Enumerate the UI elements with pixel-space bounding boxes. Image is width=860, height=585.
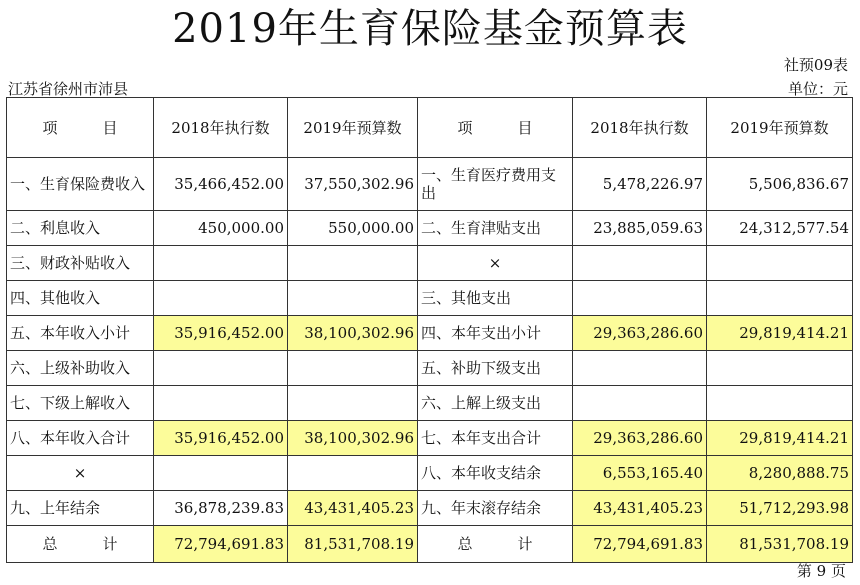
cell-value: 29,819,414.21	[707, 421, 853, 456]
row-label-left: 四、其他收入	[7, 281, 154, 316]
header-left-item: 项 目	[7, 98, 154, 158]
cell-value: 72,794,691.83	[154, 526, 288, 563]
table-row	[7, 281, 853, 316]
row-label-left: 七、下级上解收入	[7, 386, 154, 421]
cell-value	[154, 386, 288, 421]
cell-value	[154, 281, 288, 316]
cell-value: 35,916,452.00	[154, 421, 288, 456]
row-label-left: 总 计	[7, 526, 154, 563]
row-label-left: 六、上级补助收入	[7, 351, 154, 386]
cell-value: 38,100,302.96	[288, 421, 418, 456]
cell-value: 43,431,405.23	[288, 491, 418, 526]
row-label-left: 九、上年结余	[7, 491, 154, 526]
row-label-right: 二、生育津贴支出	[418, 211, 573, 246]
budget-table	[6, 97, 853, 563]
cell-value	[154, 246, 288, 281]
row-label-left: 五、本年收入小计	[7, 316, 154, 351]
header-left-2018: 2018年执行数	[154, 98, 288, 158]
row-label-right: 八、本年收支结余	[418, 456, 573, 491]
cell-value: 5,506,836.67	[707, 158, 853, 211]
cell-value: 8,280,888.75	[707, 456, 853, 491]
cell-value: 51,712,293.98	[707, 491, 853, 526]
cell-value	[707, 386, 853, 421]
table-row	[7, 456, 853, 491]
form-code: 社预09表	[783, 56, 848, 74]
row-label-left: 二、利息收入	[7, 211, 154, 246]
table-row	[7, 211, 853, 246]
cell-value: 35,916,452.00	[154, 316, 288, 351]
table-row	[7, 421, 853, 456]
row-label-right: 九、年末滚存结余	[418, 491, 573, 526]
cell-value	[573, 386, 707, 421]
table-row	[7, 351, 853, 386]
row-label-right: 五、补助下级支出	[418, 351, 573, 386]
row-label-right: ×	[418, 246, 573, 281]
table-header-row	[7, 98, 853, 158]
cell-value	[288, 456, 418, 491]
header-left-2019: 2019年预算数	[288, 98, 418, 158]
row-label-right: 一、生育医疗费用支出	[418, 158, 573, 211]
cell-value	[707, 351, 853, 386]
table-row	[7, 491, 853, 526]
report-title: 2019年生育保险基金预算表	[172, 6, 688, 52]
cell-value: 29,363,286.60	[573, 421, 707, 456]
row-label-left: 一、生育保险费收入	[7, 158, 154, 211]
row-label-right: 总 计	[418, 526, 573, 563]
cell-value	[288, 246, 418, 281]
cell-value	[288, 351, 418, 386]
row-label-left: 八、本年收入合计	[7, 421, 154, 456]
cell-value: 81,531,708.19	[707, 526, 853, 563]
cell-value: 43,431,405.23	[573, 491, 707, 526]
cell-value	[707, 246, 853, 281]
cell-value	[573, 281, 707, 316]
table-row	[7, 246, 853, 281]
table-row	[7, 316, 853, 351]
cell-value: 550,000.00	[288, 211, 418, 246]
cell-value: 6,553,165.40	[573, 456, 707, 491]
region-label: 江苏省徐州市沛县	[8, 80, 129, 98]
row-label-right: 七、本年支出合计	[418, 421, 573, 456]
row-label-left: ×	[7, 456, 154, 491]
cell-value: 81,531,708.19	[288, 526, 418, 563]
cell-value: 450,000.00	[154, 211, 288, 246]
cell-value: 5,478,226.97	[573, 158, 707, 211]
cell-value: 35,466,452.00	[154, 158, 288, 211]
table-row	[7, 386, 853, 421]
row-label-left: 三、财政补贴收入	[7, 246, 154, 281]
table-row	[7, 158, 853, 211]
cell-value: 72,794,691.83	[573, 526, 707, 563]
cell-value: 29,363,286.60	[573, 316, 707, 351]
table-row-total	[7, 526, 853, 563]
cell-value	[288, 386, 418, 421]
unit-label: 单位：元	[787, 80, 848, 98]
cell-value	[154, 456, 288, 491]
page-number: 第 9 页	[796, 562, 846, 580]
row-label-right: 四、本年支出小计	[418, 316, 573, 351]
cell-value: 37,550,302.96	[288, 158, 418, 211]
row-label-right: 六、上解上级支出	[418, 386, 573, 421]
cell-value	[573, 246, 707, 281]
cell-value: 38,100,302.96	[288, 316, 418, 351]
cell-value	[707, 281, 853, 316]
cell-value: 24,312,577.54	[707, 211, 853, 246]
cell-value	[154, 351, 288, 386]
cell-value: 29,819,414.21	[707, 316, 853, 351]
header-right-item: 项 目	[418, 98, 573, 158]
cell-value: 23,885,059.63	[573, 211, 707, 246]
row-label-right: 三、其他支出	[418, 281, 573, 316]
cell-value	[573, 351, 707, 386]
cell-value: 36,878,239.83	[154, 491, 288, 526]
header-right-2019: 2019年预算数	[707, 98, 853, 158]
cell-value	[288, 281, 418, 316]
header-right-2018: 2018年执行数	[573, 98, 707, 158]
